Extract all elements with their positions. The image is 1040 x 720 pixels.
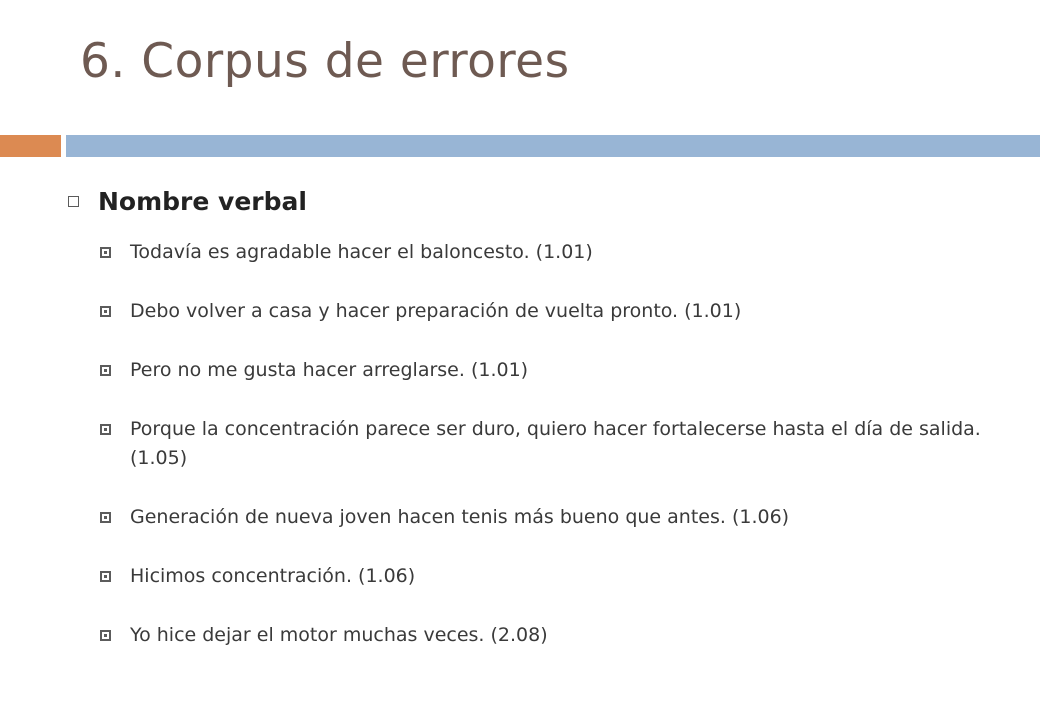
slide-title: 6. Corpus de errores xyxy=(80,34,570,89)
list-item-text: Pero no me gusta hacer arreglarse. (1.01) xyxy=(130,359,529,381)
list-item-text: Debo volver a casa y hacer preparación de vuelta pronto. (1.01) xyxy=(130,300,742,322)
square-bullet-icon xyxy=(100,306,111,317)
list-item xyxy=(100,621,988,650)
list-item-text: Generación de nueva joven hacen tenis más bueno que antes. (1.06) xyxy=(130,506,790,528)
square-outline-icon xyxy=(68,196,79,207)
section-heading-row xyxy=(68,178,988,224)
list-item-text: Hicimos concentración. (1.06) xyxy=(130,565,416,587)
list-item xyxy=(100,503,988,532)
list-item-text: Todavía es agradable hacer el baloncesto. (1.01) xyxy=(130,241,593,263)
list-item xyxy=(100,238,988,267)
list-item xyxy=(100,415,988,473)
list-item xyxy=(100,356,988,385)
square-bullet-icon xyxy=(100,365,111,376)
list-item xyxy=(100,562,988,591)
section-heading: Nombre verbal xyxy=(98,186,307,216)
list-item xyxy=(100,297,988,326)
header-bar xyxy=(66,135,1040,157)
square-bullet-icon xyxy=(100,571,111,582)
list-item-text: Porque la concentración parece ser duro, quiero hacer fortalecerse hasta el día de salida. (1.05) xyxy=(130,418,981,469)
slide-content xyxy=(68,178,988,680)
list-item-text: Yo hice dejar el motor muchas veces. (2.08) xyxy=(130,624,548,646)
square-bullet-icon xyxy=(100,424,111,435)
accent-bar xyxy=(0,135,61,157)
example-list xyxy=(68,238,988,650)
square-bullet-icon xyxy=(100,630,111,641)
square-bullet-icon xyxy=(100,247,111,258)
square-bullet-icon xyxy=(100,512,111,523)
